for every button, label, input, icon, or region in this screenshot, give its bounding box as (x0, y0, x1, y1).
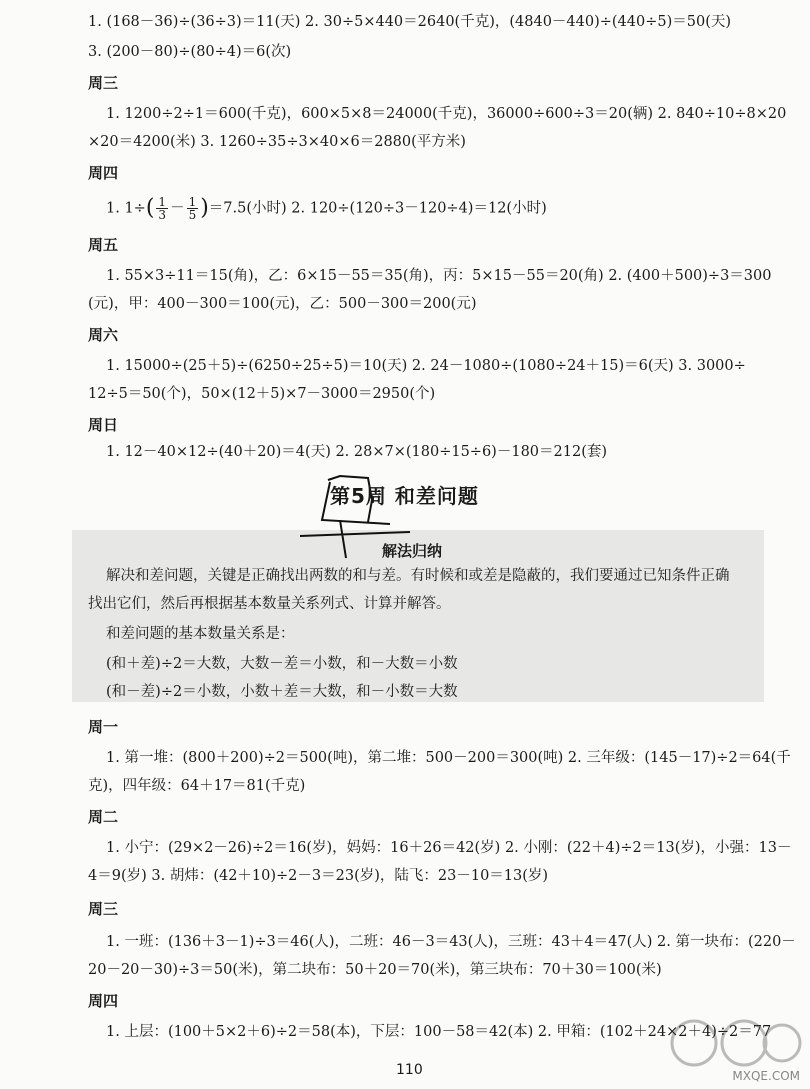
chapter-title: 第5周 和差问题 (330, 484, 479, 508)
answer-line: 3. (200－80)÷(80÷4)＝6(次) (88, 44, 292, 60)
answer-line: 12÷5＝50(个)，50×(12＋5)×7－3000＝2950(个) (88, 386, 436, 402)
answer-line: 1. 第一堆：(800＋200)÷2＝500(吨)，第二堆：500－200＝300(吨) 2. 三年级：(145－17)÷2＝64(千 (106, 750, 791, 766)
summary-formula: (和＋差)÷2＝大数，大数－差＝小数，和－大数＝小数 (106, 656, 458, 672)
answer-line: 1. (168－36)÷(36÷3)＝11(天) 2. 30÷5×440＝2640(千克)，(4840－440)÷(440÷5)＝50(天) (88, 14, 732, 30)
fraction: $\frac{1}{3}$ (158, 195, 167, 222)
section-heading: 周二 (88, 808, 119, 826)
answer-line: 克)，四年级：64＋17＝81(千克) (88, 778, 306, 794)
page-number: 110 (396, 1062, 423, 1078)
section-heading: 周四 (88, 992, 119, 1010)
section-heading: 周五 (88, 236, 119, 254)
summary-text: 找出它们，然后再根据基本数量关系列式、计算并解答。 (88, 596, 451, 612)
fraction-prefix: 1. 1÷ (106, 200, 146, 217)
answer-line: 1. 小宁：(29×2－26)÷2＝16(岁)，妈妈：16＋26＝42(岁) 2. 小刚：(22＋4)÷2＝13(岁)，小强：13－ (106, 840, 792, 856)
answer-line: (元)，甲：400－300＝100(元)，乙：500－300＝200(元) (88, 296, 477, 312)
section-heading: 周六 (88, 326, 119, 344)
section-heading: 周一 (88, 718, 119, 736)
section-heading: 周四 (88, 164, 119, 182)
summary-text: 解决和差问题，关键是正确找出两数的和与差。有时候和或差是隐蔽的，我们要通过已知条件正确 (106, 568, 730, 584)
answer-line: 4＝9(岁) 3. 胡炜：(42＋10)÷2－3＝23(岁)，陆飞：23－10＝13(岁) (88, 868, 549, 884)
watermark-text: MXQE.COM (732, 1069, 800, 1083)
answer-line: 1. 55×3÷11＝15(角)，乙：6×15－55＝35(角)，丙：5×15－55＝20(角) 2. (400＋500)÷3＝300 (106, 268, 772, 284)
section-heading: 周三 (88, 900, 119, 918)
answer-line: 1. 一班：(136＋3－1)÷3＝46(人)，二班：46－3＝43(人)，三班：43＋4＝47(人) 2. 第一块布：(220－ (106, 934, 796, 950)
answer-line: ×20＝4200(米) 3. 1260÷35÷3×40×6＝2880(平方米) (88, 134, 466, 150)
answer-line: 1. 12－40×12÷(40＋20)＝4(天) 2. 28×7×(180÷15÷6)－180＝212(套) (106, 444, 608, 460)
answer-line: 1. 上层：(100＋5×2＋6)÷2＝58(本)，下层：100－58＝42(本) 2. 甲箱：(102＋24×2＋4)÷2＝77 (106, 1024, 772, 1040)
fraction: $\frac{1}{5}$ (188, 195, 197, 222)
summary-text: 和差问题的基本数量关系是： (106, 626, 295, 642)
answer-line: 1. 1200÷2÷1＝600(千克)，600×5×8＝24000(千克)，36000÷600÷3＝20(辆) 2. 840÷10÷8×20 (106, 106, 787, 122)
section-heading: 周日 (88, 416, 119, 434)
box-subtitle: 解法归纳 (382, 542, 443, 560)
summary-formula: (和－差)÷2＝小数，小数＋差＝大数，和－小数＝大数 (106, 684, 458, 700)
fraction-suffix: ＝7.5(小时) 2. 120÷(120÷3－120÷4)＝12(小时) (208, 200, 547, 217)
answer-line-fraction: 1. 1÷( $\frac{1}{3}$ － $\frac{1}{5}$ )＝7.5(小时) 2. 120÷(120÷3－120÷4)＝12(小时) (106, 195, 547, 222)
answer-line: 20－20－30)÷3＝50(米)，第二块布：50＋20＝70(米)，第三块布：70＋30＝100(米) (88, 962, 662, 978)
answer-line: 1. 15000÷(25＋5)÷(6250÷25÷5)＝10(天) 2. 24－1080÷(1080÷24＋15)＝6(天) 3. 3000÷ (106, 358, 746, 374)
section-heading: 周三 (88, 74, 119, 92)
